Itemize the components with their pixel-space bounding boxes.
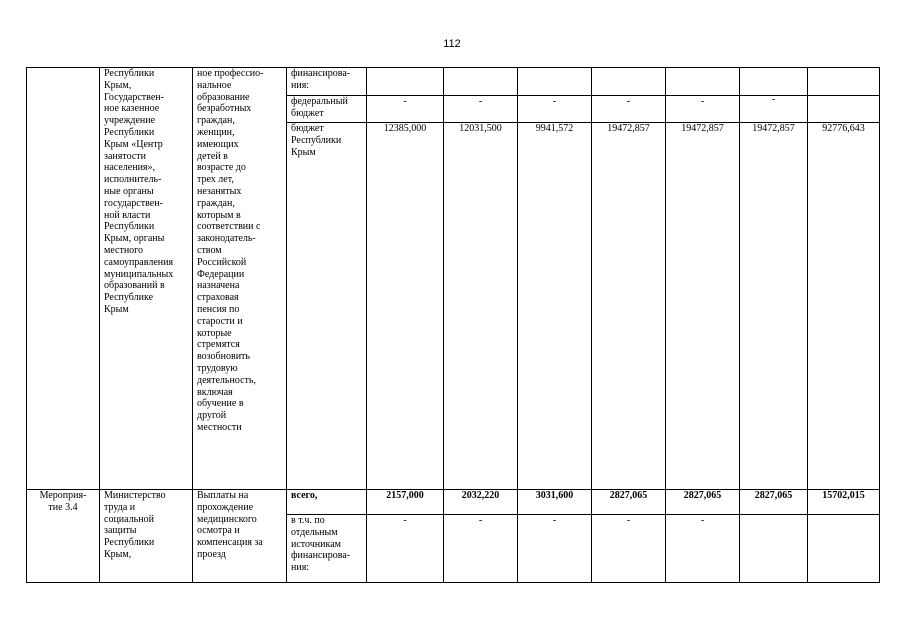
value-cell: - — [666, 96, 740, 123]
table-row — [27, 490, 880, 515]
value-cell: 2827,065 — [740, 490, 808, 515]
value-cell: 2827,065 — [666, 490, 740, 515]
value-cell — [367, 68, 444, 96]
value-cell: - — [444, 96, 518, 123]
value-cell — [666, 68, 740, 96]
value-cell — [808, 515, 880, 583]
value-cell: 19472,857 — [666, 123, 740, 490]
value-cell — [518, 68, 592, 96]
measure-cell — [27, 68, 100, 490]
value-cell: - — [592, 96, 666, 123]
value-cell — [740, 68, 808, 96]
budget-table — [26, 67, 880, 583]
purpose-cell: Выплаты на прохождение медицинского осмотра и компенсация за проезд — [193, 490, 287, 583]
value-cell — [808, 68, 880, 96]
value-cell: 12385,000 — [367, 123, 444, 490]
value-cell — [444, 68, 518, 96]
value-cell: 2157,000 — [367, 490, 444, 515]
source-cell: всего, — [287, 490, 367, 515]
value-cell: 3031,600 — [518, 490, 592, 515]
executor-cell: Республики Крым, Государствен- ное казенное учреждение Республики Крым «Центр занятости населения», исполнитель- ные органы государствен- ной власти Республики Крым, органы местного самоуправления муниципальных образований в Республике Крым — [100, 68, 193, 490]
value-cell: 2827,065 — [592, 490, 666, 515]
value-cell: 15702,015 — [808, 490, 880, 515]
purpose-cell: ное профессио- нальное образование безработных граждан, женщин, имеющих детей в возрасте до трех лет, незанятых граждан, которым в соответствии с законодатель- ством Российской Федерации назначена страховая пенсия по старости и которые стремятся возобновить трудовую деятельность, включая обучение в другой местности — [193, 68, 287, 490]
value-text: - — [771, 95, 776, 105]
value-cell: - — [518, 96, 592, 123]
value-cell: - — [518, 515, 592, 583]
measure-cell: Мероприя- тие 3.4 — [27, 490, 100, 583]
value-cell — [740, 515, 808, 583]
value-cell: - — [666, 515, 740, 583]
value-cell — [808, 96, 880, 123]
value-cell — [740, 96, 808, 123]
value-cell: - — [367, 515, 444, 583]
value-cell: 12031,500 — [444, 123, 518, 490]
source-cell: бюджет Республики Крым — [287, 123, 367, 490]
table-row — [27, 68, 880, 96]
value-cell — [592, 68, 666, 96]
source-cell: в т.ч. по отдельным источникам финансирова- ния: — [287, 515, 367, 583]
value-cell: 2032,220 — [444, 490, 518, 515]
value-cell: - — [592, 515, 666, 583]
value-cell: 19472,857 — [592, 123, 666, 490]
value-cell: - — [444, 515, 518, 583]
value-cell: - — [367, 96, 444, 123]
page-number: 112 — [443, 38, 461, 50]
value-cell: 19472,857 — [740, 123, 808, 490]
value-cell: 9941,572 — [518, 123, 592, 490]
source-cell: финансирова- ния: — [287, 68, 367, 96]
executor-cell: Министерство труда и социальной защиты Республики Крым, — [100, 490, 193, 583]
source-cell: федеральный бюджет — [287, 96, 367, 123]
value-cell: 92776,643 — [808, 123, 880, 490]
